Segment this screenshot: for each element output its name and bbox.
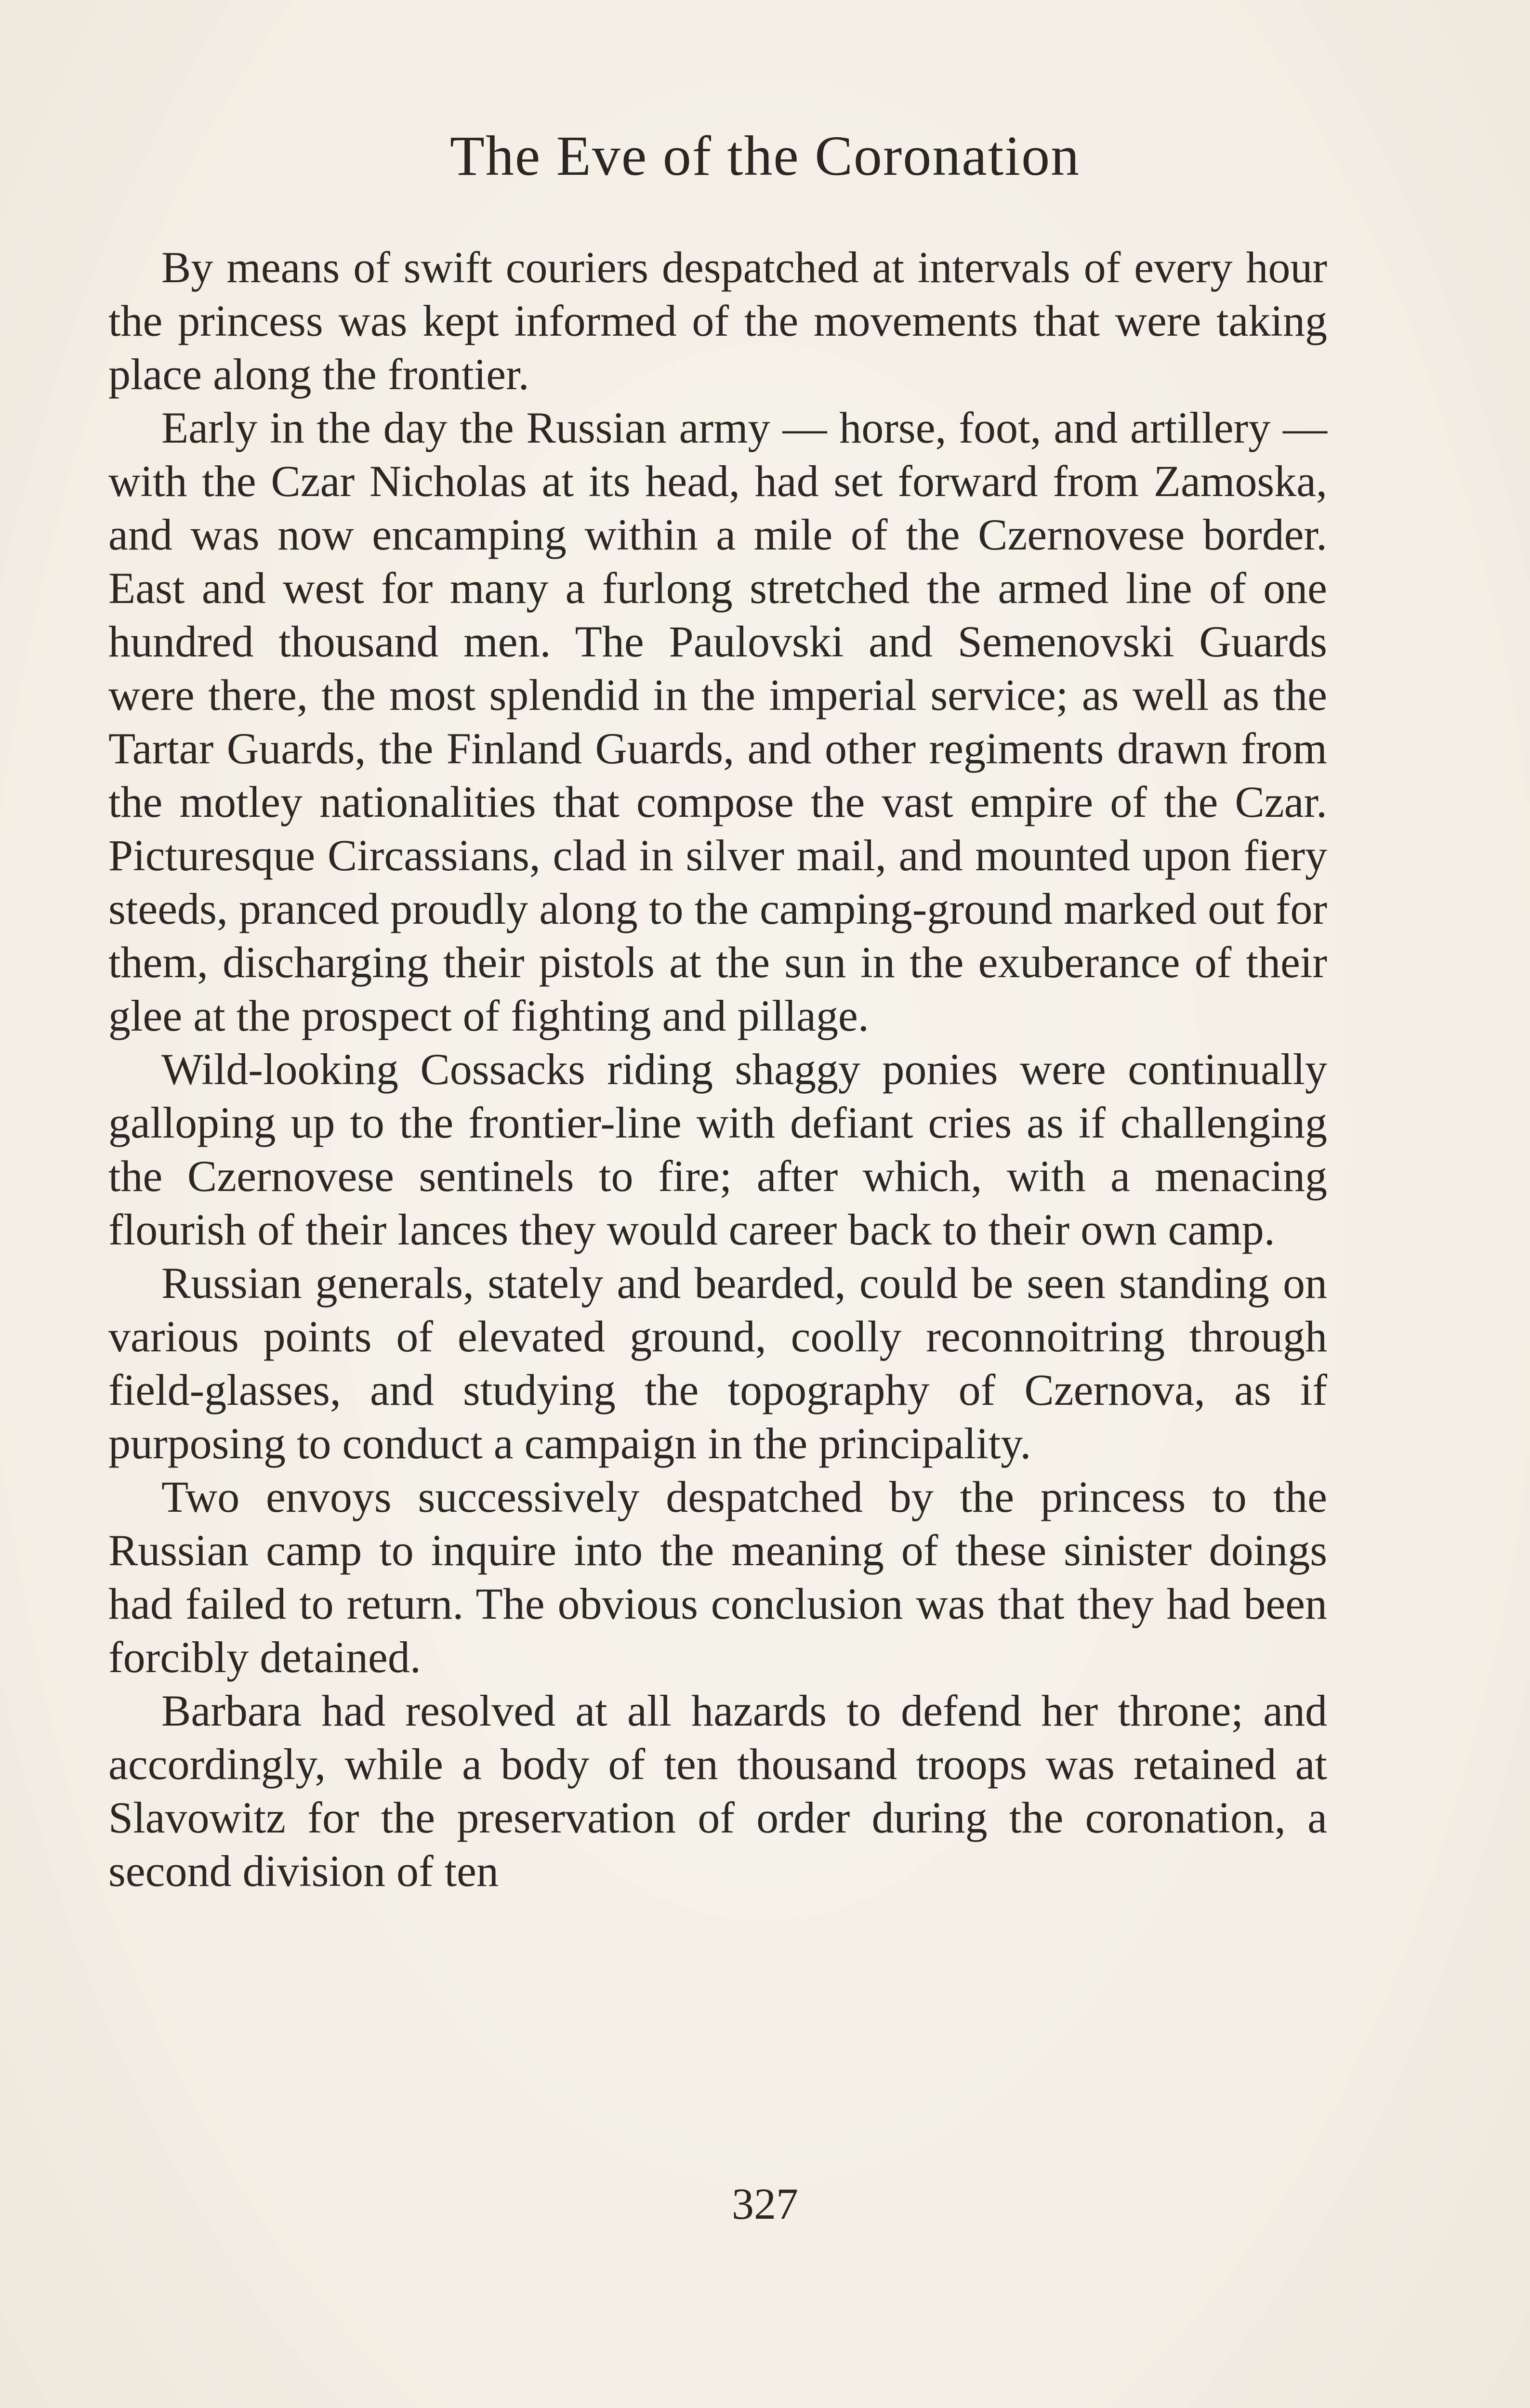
running-head: The Eve of the Coronation	[449, 124, 1081, 187]
page-number: 327	[732, 2179, 798, 2228]
paragraph: By means of swift couriers despatched at intervals of every hour the princess was kept informed of the movements that were taking place along the frontier.	[108, 243, 1327, 399]
body-text	[108, 241, 1327, 1898]
paragraph: Wild-looking Cossacks riding shaggy ponies were continually galloping up to the frontier-line with defiant cries as if challenging the Czernovese sentinels to fire; after which, with a menacing flourish of their lances they would career back to their own camp.	[108, 1045, 1327, 1254]
paragraph: Russian generals, stately and bearded, could be seen standing on various points of elevated ground, coolly reconnoitring through field-glasses, and studying the topography of Czernova, as if purposing to conduct a campaign in the principality.	[108, 1258, 1327, 1468]
paragraph: Barbara had resolved at all hazards to defend her throne; and accordingly, while a body of ten thousand troops was retained at Slavowitz for the preservation of order during the coronation, a second division of ten	[108, 1686, 1327, 1896]
paragraph: Early in the day the Russian army — horse, foot, and artillery — with the Czar Nicholas at its head, had set forward from Zamoska, and was now encamping within a mile of the Czernovese border. East and west for many a furlong stretched the armed line of one hundred thousand men. The Paulovski and Semenovski Guards were there, the most splendid in the imperial service; as well as the Tartar Guards, the Finland Guards, and other regiments drawn from the motley nationalities that compose the vast empire of the Czar. Picturesque Circassians, clad in silver mail, and mounted upon fiery steeds, pranced proudly along to the camping-ground marked out for them, discharging their pistols at the sun in the exuberance of their glee at the prospect of fighting and pillage.	[108, 403, 1327, 1040]
paragraph: Two envoys successively despatched by the princess to the Russian camp to inquire into the meaning of these sinister doings had failed to return. The obvious conclusion was that they had been forcibly detained.	[108, 1472, 1327, 1682]
